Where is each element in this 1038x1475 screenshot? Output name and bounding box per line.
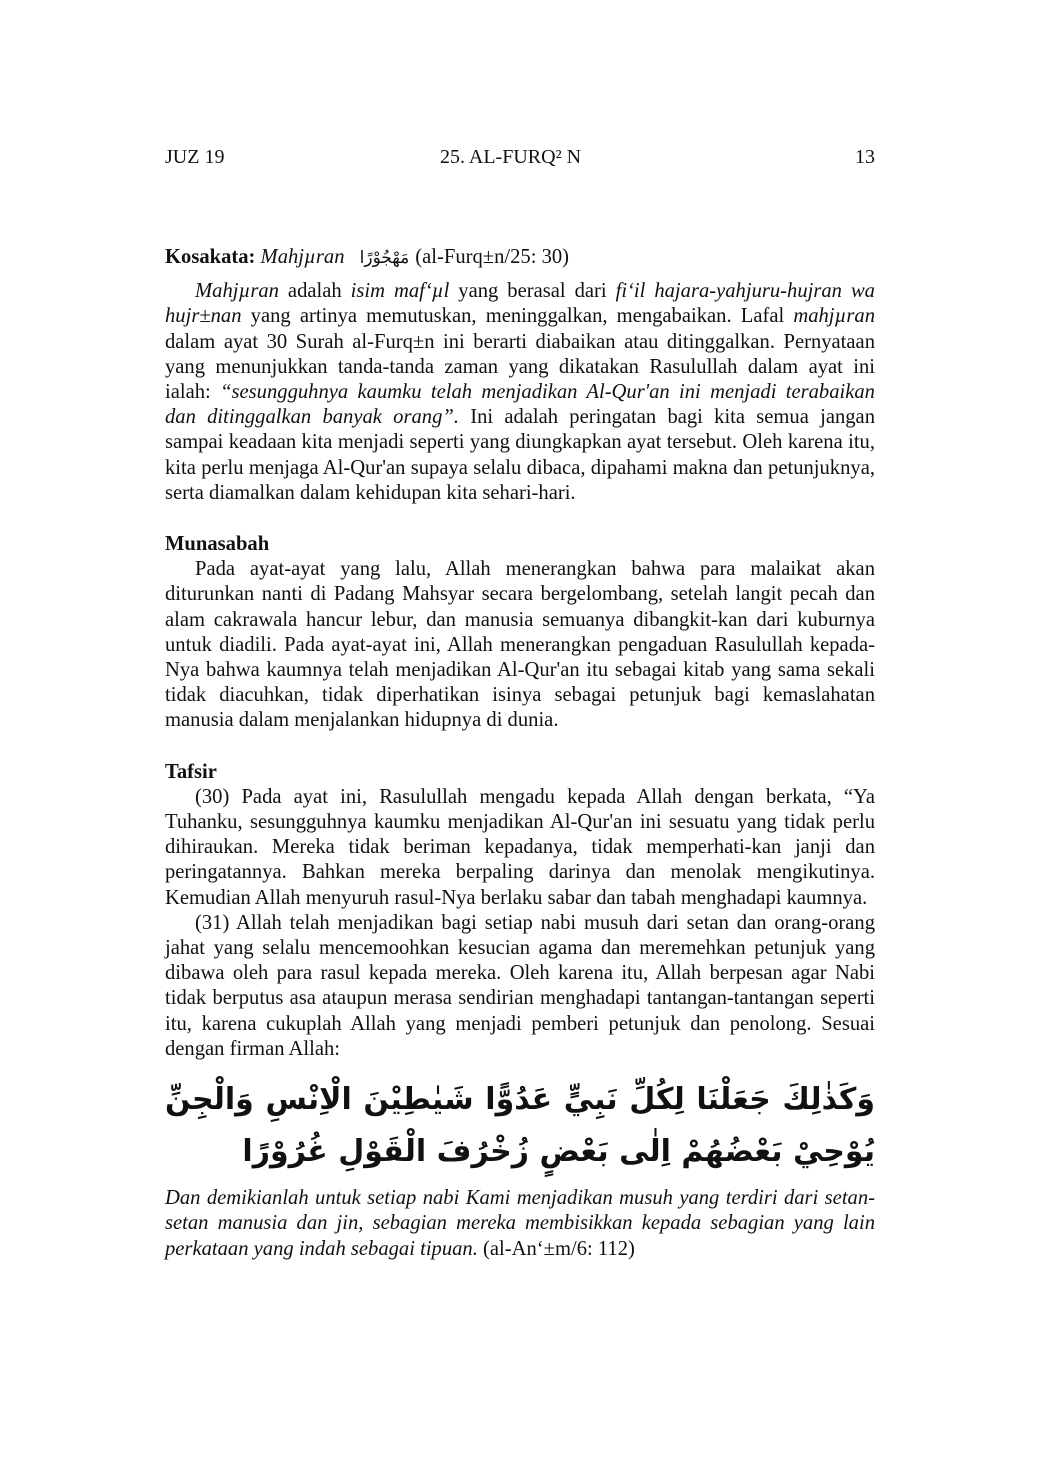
kosakata-ref: (al-Furq±n/25: 30) xyxy=(415,246,570,268)
page-number: 13 xyxy=(855,146,875,168)
kosakata-text-segment: mahjµran xyxy=(793,305,875,328)
kosakata-text-segment: yang berasal dari xyxy=(449,280,616,303)
kosakata-term: Mahjµran xyxy=(260,246,345,268)
translation-text: Dan demikianlah untuk setiap nabi Kami menjadikan musuh yang terdiri dari setan-setan manusia dan jin, sebagian mereka membisikkan kepada sebagian yang lain perkataan yang indah sebagai tipuan. xyxy=(165,1187,875,1260)
kosakata-text-segment: fi‘il hajara-yahjuru-hujran wa hujr±nan xyxy=(165,280,875,328)
translation-ref: (al-An‘±m/6: 112) xyxy=(483,1237,635,1260)
tafsir-paragraph-31: (31) Allah telah menjadikan bagi setiap nabi musuh dari setan dan orang-orang jahat yang selalu mencemoohkan kesucian agama dan meremehkan petunjuk yang dibawa oleh para rasul kepada mereka. Oleh karena itu, Allah berpesan agar Nabi tidak berputus asa ataupun merasa sendirian menghadapi tantangan-tantangan seperti itu, karena cukuplah Allah yang menjadi pemberi petunjuk dan penolong. Sesuai dengan firman Allah: xyxy=(165,911,875,1060)
munasabah-paragraph: Pada ayat-ayat yang lalu, Allah menerangkan bahwa para malaikat akan diturunkan nanti di Padang Mahsyar secara bergelombang, setelah langit pecah dan alam cakrawala hancur lebur, dan manusia semuanya dibangkit-kan dari kuburnya untuk diadili. Pada ayat-ayat ini, Allah menerangkan pengaduan Rasulullah kepada-Nya bahwa kaumnya telah menjadikan Al-Qur'an itu sebagai kitab yang sama sekali tidak diacuhkan, tidak diperhatikan isinya sebagai petunjuk bagi kemaslahatan manusia dalam menjalankan hidupnya di dunia. xyxy=(165,558,875,732)
kosakata-label: Kosakata: xyxy=(165,246,256,268)
kosakata-line xyxy=(165,245,875,271)
kosakata-text-segment: “sesungguhnya kaumku telah menjadikan Al-Qur'an ini menjadi terabaikan dan ditinggalkan banyak orang”. xyxy=(165,381,875,429)
running-header-surah: 25. AL-FURQ² N xyxy=(440,146,582,168)
kosakata-arabic: مَهْجُوْرًا xyxy=(359,248,410,268)
page-body xyxy=(165,245,875,1262)
kosakata-text-segment: Mahjµran xyxy=(195,280,279,303)
tafsir-heading: Tafsir xyxy=(165,760,217,783)
kosakata-paragraph xyxy=(165,279,875,506)
quran-verse-arabic: وَكَذٰلِكَ جَعَلْنَا لِكُلِّ نَبِيٍّ عَدُوًّا شَيٰطِيْنَ الْاِنْسِ وَالْجِنِّ يُوْحِيْ بَعْضُهُمْ اِلٰى بَعْضٍ زُخْرُفَ الْقَوْلِ غُرُوْرًا xyxy=(165,1082,875,1170)
kosakata-text-segment: dalam ayat 30 Surah al-Furq±n ini berarti diabaikan atau ditinggalkan. Pernyataan yang menunjukkan tanda-tanda zaman yang dikatakan Rasulullah dalam ayat ini ialah: xyxy=(165,330,875,404)
kosakata-text-segment: yang artinya memutuskan, meninggalkan, mengabaikan. Lafal xyxy=(241,305,794,328)
tafsir-paragraph-30: (30) Pada ayat ini, Rasulullah mengadu kepada Allah dengan berkata, “Ya Tuhanku, sesungguhnya kaumku menjadikan Al-Qur'an ini sesuatu yang tidak perlu dihiraukan. Mereka tidak beriman kepadanya, tidak memperhati-kan janji dan peringatannya. Bahkan mereka berpaling darinya dan menolak mengikutinya. Kemudian Allah menyuruh rasul-Nya berlaku sabar dan tabah menghadapi kaumnya. xyxy=(165,785,875,909)
munasabah-heading: Munasabah xyxy=(165,533,270,556)
kosakata-text-segment: adalah xyxy=(278,280,351,303)
running-header-juz: JUZ 19 xyxy=(165,146,225,168)
kosakata-text-segment: Ini adalah peringatan bagi kita semua jangan sampai keadaan kita menjadi seperti yang diungkapkan ayat tersebut. Oleh karena itu, kita perlu menjaga Al-Qur'an supaya selalu dibaca, dipahami makna dan petunjuknya, serta diamalkan dalam kehidupan kita sehari-hari. xyxy=(165,406,875,504)
kosakata-text-segment: isim maf‘µl xyxy=(350,280,450,303)
verse-translation xyxy=(165,1186,875,1262)
